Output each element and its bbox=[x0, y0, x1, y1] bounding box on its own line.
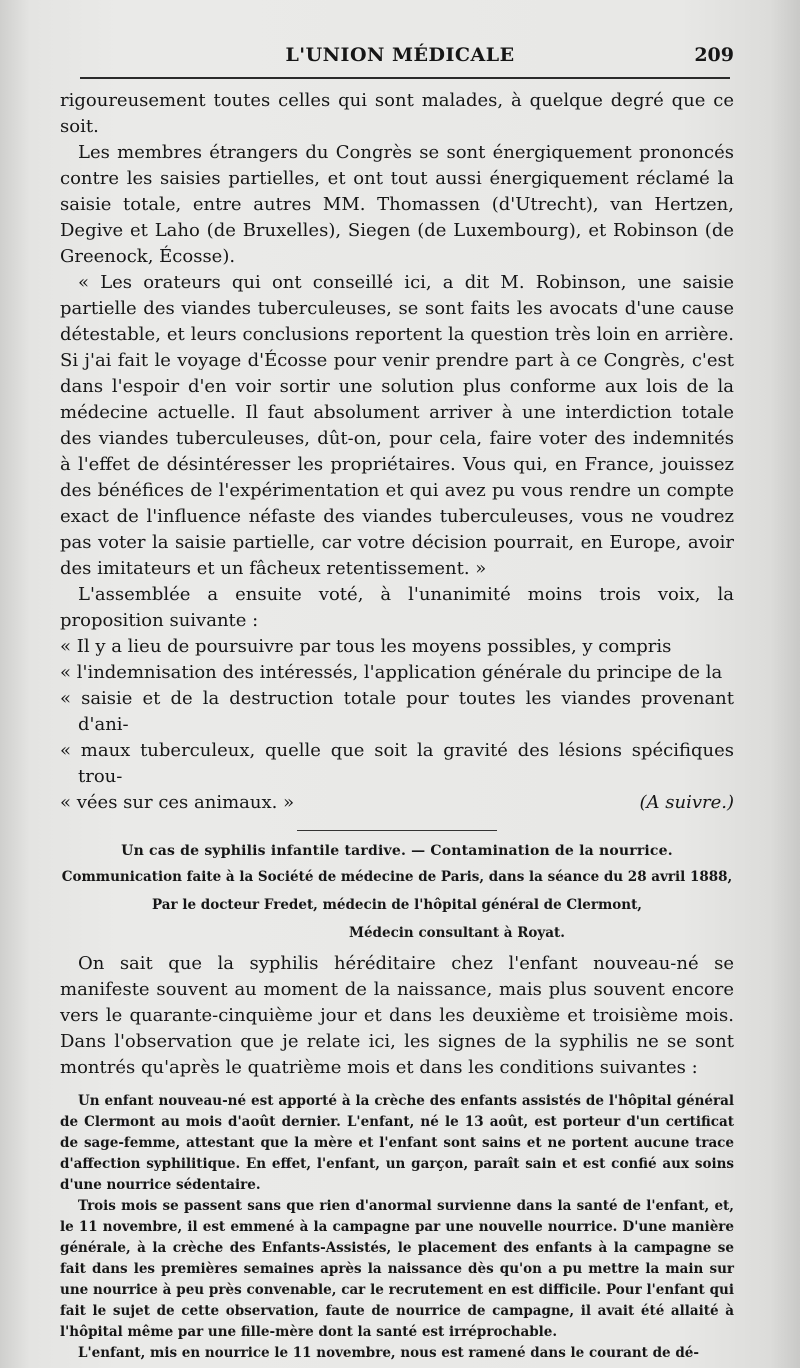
resolution-line: « l'indemnisation des intéressés, l'application générale du principe de la bbox=[60, 662, 723, 683]
paragraph-continuation: rigoureusement toutes celles qui sont malades, à quelque degré que ce soit. bbox=[60, 90, 734, 137]
observation-paragraph: L'enfant, mis en nourrice le 11 novembre, nous est ramené dans le courant de dé- bbox=[78, 1345, 699, 1361]
to-follow: (A suivre.) bbox=[639, 792, 734, 813]
resolution-line: « vées sur ces animaux. » bbox=[60, 792, 295, 813]
author-role: Médecin consultant à Royat. bbox=[349, 925, 565, 941]
resolution-line: « saisie et de la destruction totale pour toutes les viandes provenant d'ani- bbox=[60, 688, 734, 735]
paragraph-foreign-members: Les membres étrangers du Congrès se sont énergiquement prononcés contre les saisies partielles, et ont tout aussi énergiquement réclamé la saisie totale, entre autres MM. Thomassen (d'Utrecht), van Hertzen, Degive et Laho (de Bruxelles), Siegen (de Luxembourg), et Robinson (de Greenock, Écosse). bbox=[60, 142, 734, 267]
running-title: L'UNION MÉDICALE bbox=[285, 44, 515, 66]
article-title: Un cas de syphilis infantile tardive. — Contamination de la nourrice. bbox=[121, 843, 673, 859]
observation-paragraph: Trois mois se passent sans que rien d'anormal survienne dans la santé de l'enfant, et, le 11 novembre, il est emmené à la campagne par une nouvelle nourrice. D'une manière générale, à la crèche des Enfants-Assistés, le placement des enfants à la campagne se fait dans les premières semaines après la naissance dès qu'on a pu mettre la main sur une nourrice à peu près convenable, car le recrutement en est difficile. Pour l'enfant qui fait le sujet de cette observation, faute de nourrice de campagne, il avait été allaité à l'hôpital même par une fille-mère dont la santé est irréprochable. bbox=[60, 1198, 734, 1340]
observation-paragraph: Un enfant nouveau-né est apporté à la crèche des enfants assistés de l'hôpital général de Clermont au mois d'août dernier. L'enfant, né le 13 août, est porteur d'un certificat de sage-femme, attestant que la mère et l'enfant sont sains et ne portent aucune trace d'affection syphilitique. En effet, l'enfant, un garçon, paraît sain et est confié aux soins d'une nourrice sédentaire. bbox=[60, 1093, 734, 1193]
header-rule bbox=[80, 77, 730, 79]
page-number: 209 bbox=[694, 44, 734, 66]
section-rule bbox=[297, 830, 497, 831]
resolution-line: « Il y a lieu de poursuivre par tous les moyens possibles, y compris bbox=[60, 636, 672, 657]
resolution-quote bbox=[60, 634, 734, 816]
article-intro: On sait que la syphilis héréditaire chez l'enfant nouveau-né se manifeste souvent au moment de la naissance, mais plus souvent encore vers le quarante-cinquième jour et dans les deuxième et troisième mois. Dans l'observation que je relate ici, les signes de la syphilis ne se sont montrés qu'après le quatrième mois et dans les conditions suivantes : bbox=[60, 953, 734, 1078]
page-body bbox=[60, 88, 734, 1364]
paragraph-robinson-quote: « Les orateurs qui ont conseillé ici, a dit M. Robinson, une saisie partielle des viandes tuberculeuses, se sont faits les avocats d'une cause détestable, et leurs conclusions reportent la question très loin en arrière. Si j'ai fait le voyage d'Écosse pour venir prendre part à ce Congrès, c'est dans l'espoir d'en voir sortir une solution plus conforme aux lois de la médecine actuelle. Il faut absolument arriver à une interdiction totale des viandes tuberculeuses, dût-on, pour cela, faire voter des indemnités à l'effet de désintéresser les propriétaires. Vous qui, en France, jouissez des bénéfices de l'expérimentation et qui avez pu vous rendre un compte exact de l'influence néfaste des viandes tuberculeuses, vous ne voudrez pas voter la saisie partielle, car votre décision pourrait, en Europe, avoir des imitateurs et un fâcheux retentissement. » bbox=[60, 272, 734, 579]
resolution-line: « maux tuberculeux, quelle que soit la gravité des lésions spécifiques trou- bbox=[60, 740, 734, 787]
communication-line: Communication faite à la Société de médecine de Paris, dans la séance du 28 avril 1888, bbox=[61, 869, 733, 885]
running-header bbox=[60, 44, 740, 74]
paragraph-assembly-vote: L'assemblée a ensuite voté, à l'unanimité moins trois voix, la proposition suivante : bbox=[60, 584, 734, 631]
author-line: Par le docteur Fredet, médecin de l'hôpital général de Clermont, bbox=[151, 897, 642, 913]
